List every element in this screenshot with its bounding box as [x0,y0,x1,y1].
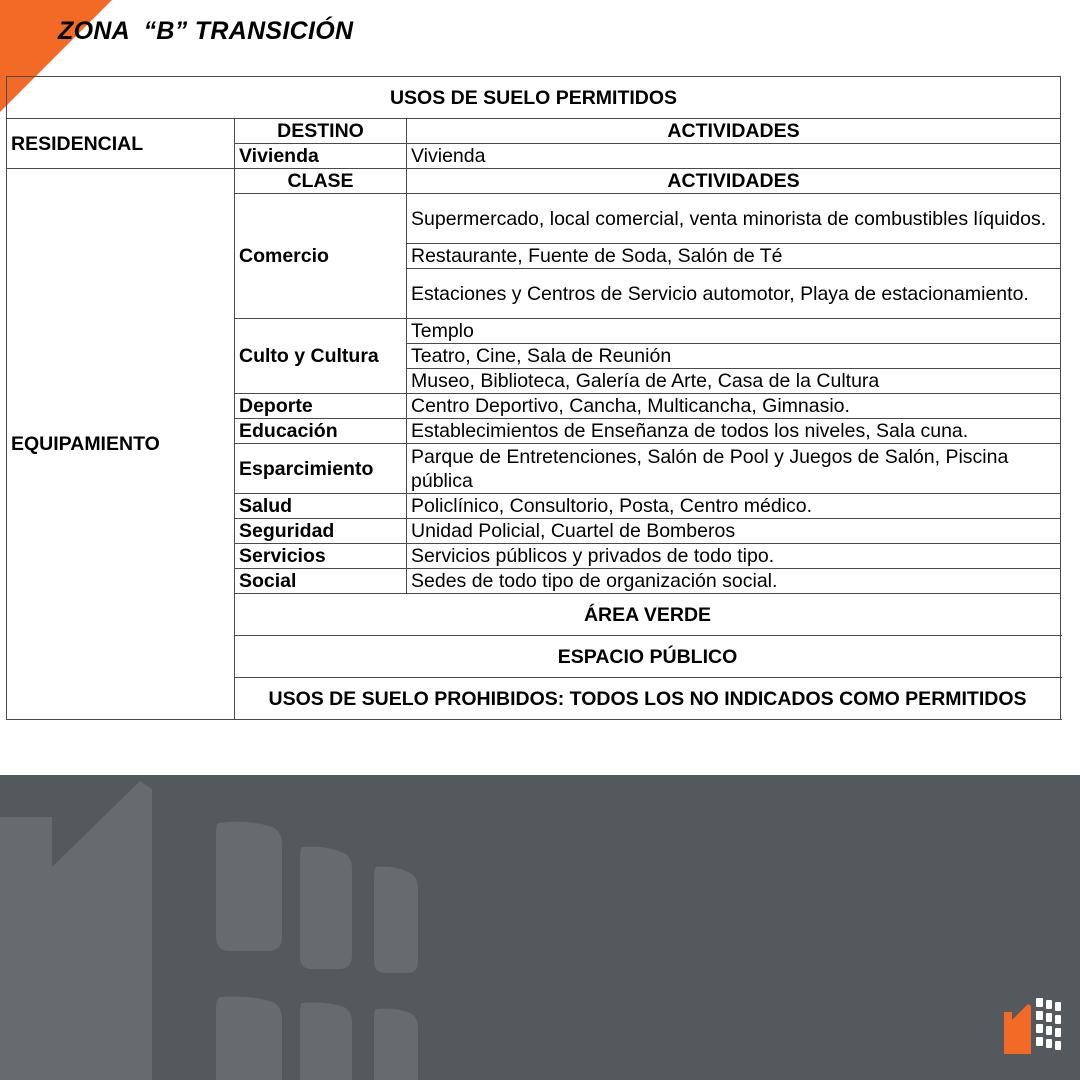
destino-header: DESTINO [235,119,407,144]
actividades-cell: Vivienda [407,144,1061,169]
actividad-cell: Estaciones y Centros de Servicio automotor, Playa de estacionamiento. [407,269,1061,319]
building-logo-icon [1004,994,1062,1054]
prohibidos-label: USOS DE SUELO PROHIBIDOS: TODOS LOS NO INDICADOS COMO PERMITIDOS [235,678,1061,720]
clase-cell: Deporte [235,394,407,419]
clase-cell: Comercio [235,194,407,319]
area-verde-label: ÁREA VERDE [235,594,1061,636]
espacio-publico-label: ESPACIO PÚBLICO [235,636,1061,678]
actividad-cell: Restaurante, Fuente de Soda, Salón de Té [407,244,1061,269]
actividad-cell: Establecimientos de Enseñanza de todos los niveles, Sala cuna. [407,419,1061,444]
clase-cell: Seguridad [235,519,407,544]
clase-cell: Educación [235,419,407,444]
actividad-cell: Unidad Policial, Cuartel de Bomberos [407,519,1061,544]
clase-header: CLASE [235,169,407,194]
table-row [7,169,1061,194]
clase-cell: Salud [235,494,407,519]
table-row [7,119,1061,144]
actividades-header: ACTIVIDADES [407,169,1061,194]
actividad-cell: Servicios públicos y privados de todo tipo. [407,544,1061,569]
land-use-table [6,76,1061,720]
footer-band [0,775,1080,1080]
clase-cell: Social [235,569,407,594]
destino-cell: Vivienda [235,144,407,169]
actividad-cell: Parque de Entretenciones, Salón de Pool y Juegos de Salón, Piscina pública [407,444,1061,494]
residencial-label: RESIDENCIAL [7,119,235,169]
table-header: USOS DE SUELO PERMITIDOS [7,77,1061,119]
clase-cell: Esparcimiento [235,444,407,494]
actividad-cell: Museo, Biblioteca, Galería de Arte, Casa de la Cultura [407,369,1061,394]
actividad-cell: Sedes de todo tipo de organización social. [407,569,1061,594]
actividad-cell: Centro Deportivo, Cancha, Multicancha, Gimnasio. [407,394,1061,419]
clase-cell: Servicios [235,544,407,569]
actividad-cell: Supermercado, local comercial, venta minorista de combustibles líquidos. [407,194,1061,244]
document-title: ZONA “B” TRANSICIÓN [58,17,354,45]
clase-cell: Culto y Cultura [235,319,407,394]
equipamiento-label: EQUIPAMIENTO [7,169,235,720]
actividad-cell: Teatro, Cine, Sala de Reunión [407,344,1061,369]
building-watermark-icon [0,775,1080,1080]
actividad-cell: Policlínico, Consultorio, Posta, Centro médico. [407,494,1061,519]
actividad-cell: Templo [407,319,1061,344]
table-header-row [7,77,1061,119]
actividades-header: ACTIVIDADES [407,119,1061,144]
